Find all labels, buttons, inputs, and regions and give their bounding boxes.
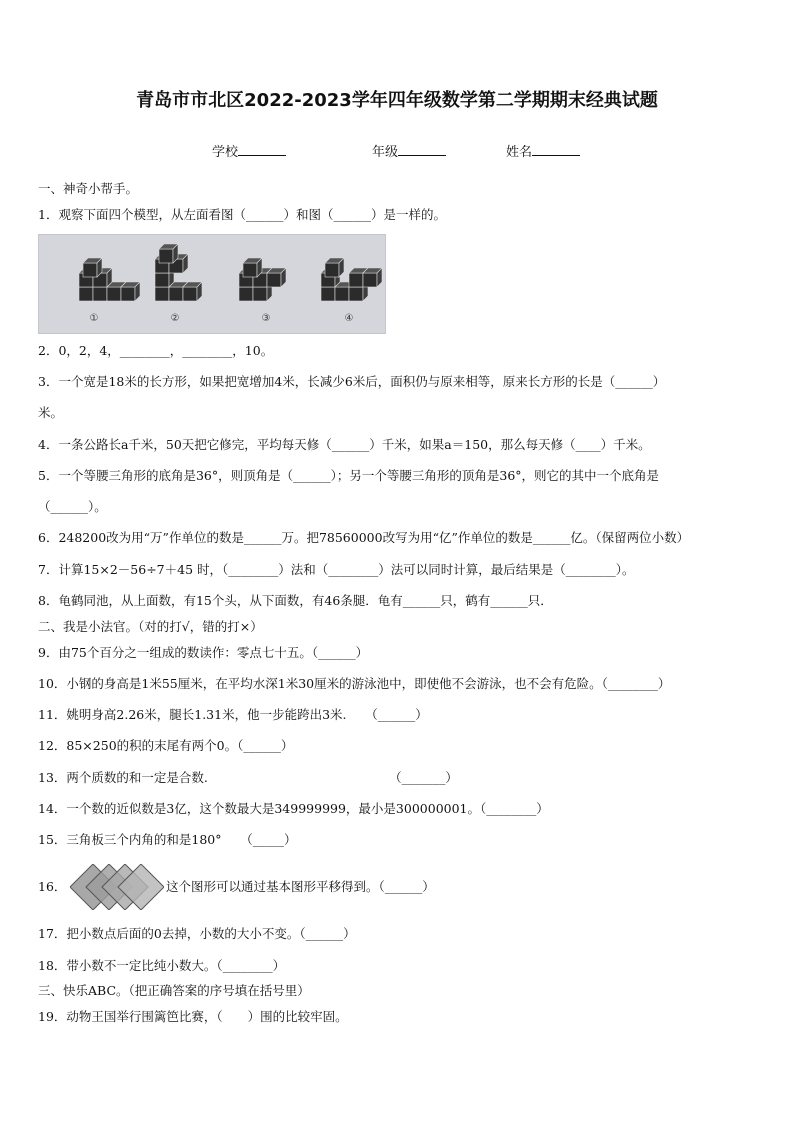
grade-label: 年级	[372, 145, 399, 160]
figure-label-2: ②	[170, 313, 180, 324]
cube-model-2	[155, 244, 202, 301]
question-16-number: 16．	[38, 879, 67, 894]
figure-label-4: ④	[344, 313, 354, 324]
school-label: 学校	[212, 145, 239, 160]
page-title: 青岛市市北区2022-2023学年四年级数学第二学期期末经典试题	[136, 90, 658, 111]
question-5b: （______）。	[38, 499, 107, 514]
school-field	[212, 141, 286, 160]
cube-model-4	[321, 258, 382, 301]
name-label: 姓名	[506, 145, 533, 160]
question-8: 8．龟鹤同池，从上面数，有15个头，从下面数，有46条腿．龟有______只，鹤有______只．	[38, 593, 553, 608]
question-17: 17．把小数点后面的0去掉，小数的大小不变。（______）	[38, 926, 356, 941]
figure-label-3: ③	[261, 313, 271, 324]
question-7: 7．计算15×2－56÷7＋45 时，（________）法和（________）法可以同时计算，最后结果是（________）。	[38, 562, 635, 577]
question-15: 15．三角板三个内角的和是180° （_____）	[38, 832, 297, 847]
name-blank[interactable]	[532, 142, 580, 156]
section-heading-2: 二、我是小法官。（对的打√，错的打×）	[38, 619, 263, 634]
name-field	[506, 141, 580, 160]
question-1: 1．观察下面四个模型，从左面看图（______）和图（______）是一样的。	[38, 207, 446, 222]
school-blank[interactable]	[238, 142, 286, 156]
question-11: 11．姚明身高2.26米，腿长1.31米，他一步能跨出3米. （______）	[38, 707, 428, 722]
grade-field	[372, 141, 446, 160]
section-heading-1: 一、神奇小帮手。	[38, 181, 139, 196]
question-13: 13．两个质数的和一定是合数. （_______）	[38, 770, 458, 785]
figure-label-1: ①	[89, 313, 99, 324]
diamond-pattern-figure	[70, 864, 164, 914]
cube-model-1	[79, 258, 140, 301]
question-18: 18．带小数不一定比纯小数大。（________）	[38, 958, 286, 973]
question-3b: 米。	[38, 405, 64, 420]
cube-model-3	[239, 258, 286, 301]
section-heading-3: 三、快乐ABC。（把正确答案的序号填在括号里）	[38, 983, 310, 998]
question-9: 9．由75个百分之一组成的数读作：零点七十五。（______）	[38, 645, 369, 660]
question-2: 2．0，2，4，________，________，10。	[38, 343, 274, 358]
question-3a: 3．一个宽是18米的长方形，如果把宽增加4米，长减少6米后，面积仍与原来相等，原来长方形的长是（______）	[38, 374, 666, 389]
question-10: 10．小钢的身高是1米55厘米，在平均水深1米30厘米的游泳池中，即使他不会游泳，也不会有危险。（________）	[38, 676, 671, 691]
question-12: 12．85×250的积的末尾有两个0。（______）	[38, 738, 294, 753]
grade-blank[interactable]	[398, 142, 446, 156]
question-19: 19．动物王国举行围篱笆比赛，（ ）围的比较牢固。	[38, 1009, 348, 1024]
question-5a: 5．一个等腰三角形的底角是36°，则顶角是（______）；另一个等腰三角形的顶角是36°，则它的其中一个底角是	[38, 468, 660, 483]
cube-model-figure	[38, 234, 386, 334]
question-4: 4．一条公路长a千米，50天把它修完，平均每天修（______）千米，如果a＝150，那么每天修（____）千米。	[38, 437, 651, 452]
question-16-text: 这个图形可以通过基本图形平移得到。（______）	[166, 879, 435, 894]
question-14: 14．一个数的近似数是3亿，这个数最大是349999999，最小是300000001。（________）	[38, 801, 549, 816]
question-6: 6．248200改为用“万”作单位的数是______万。把78560000改写为用“亿”作单位的数是______亿。（保留两位小数）	[38, 530, 690, 545]
